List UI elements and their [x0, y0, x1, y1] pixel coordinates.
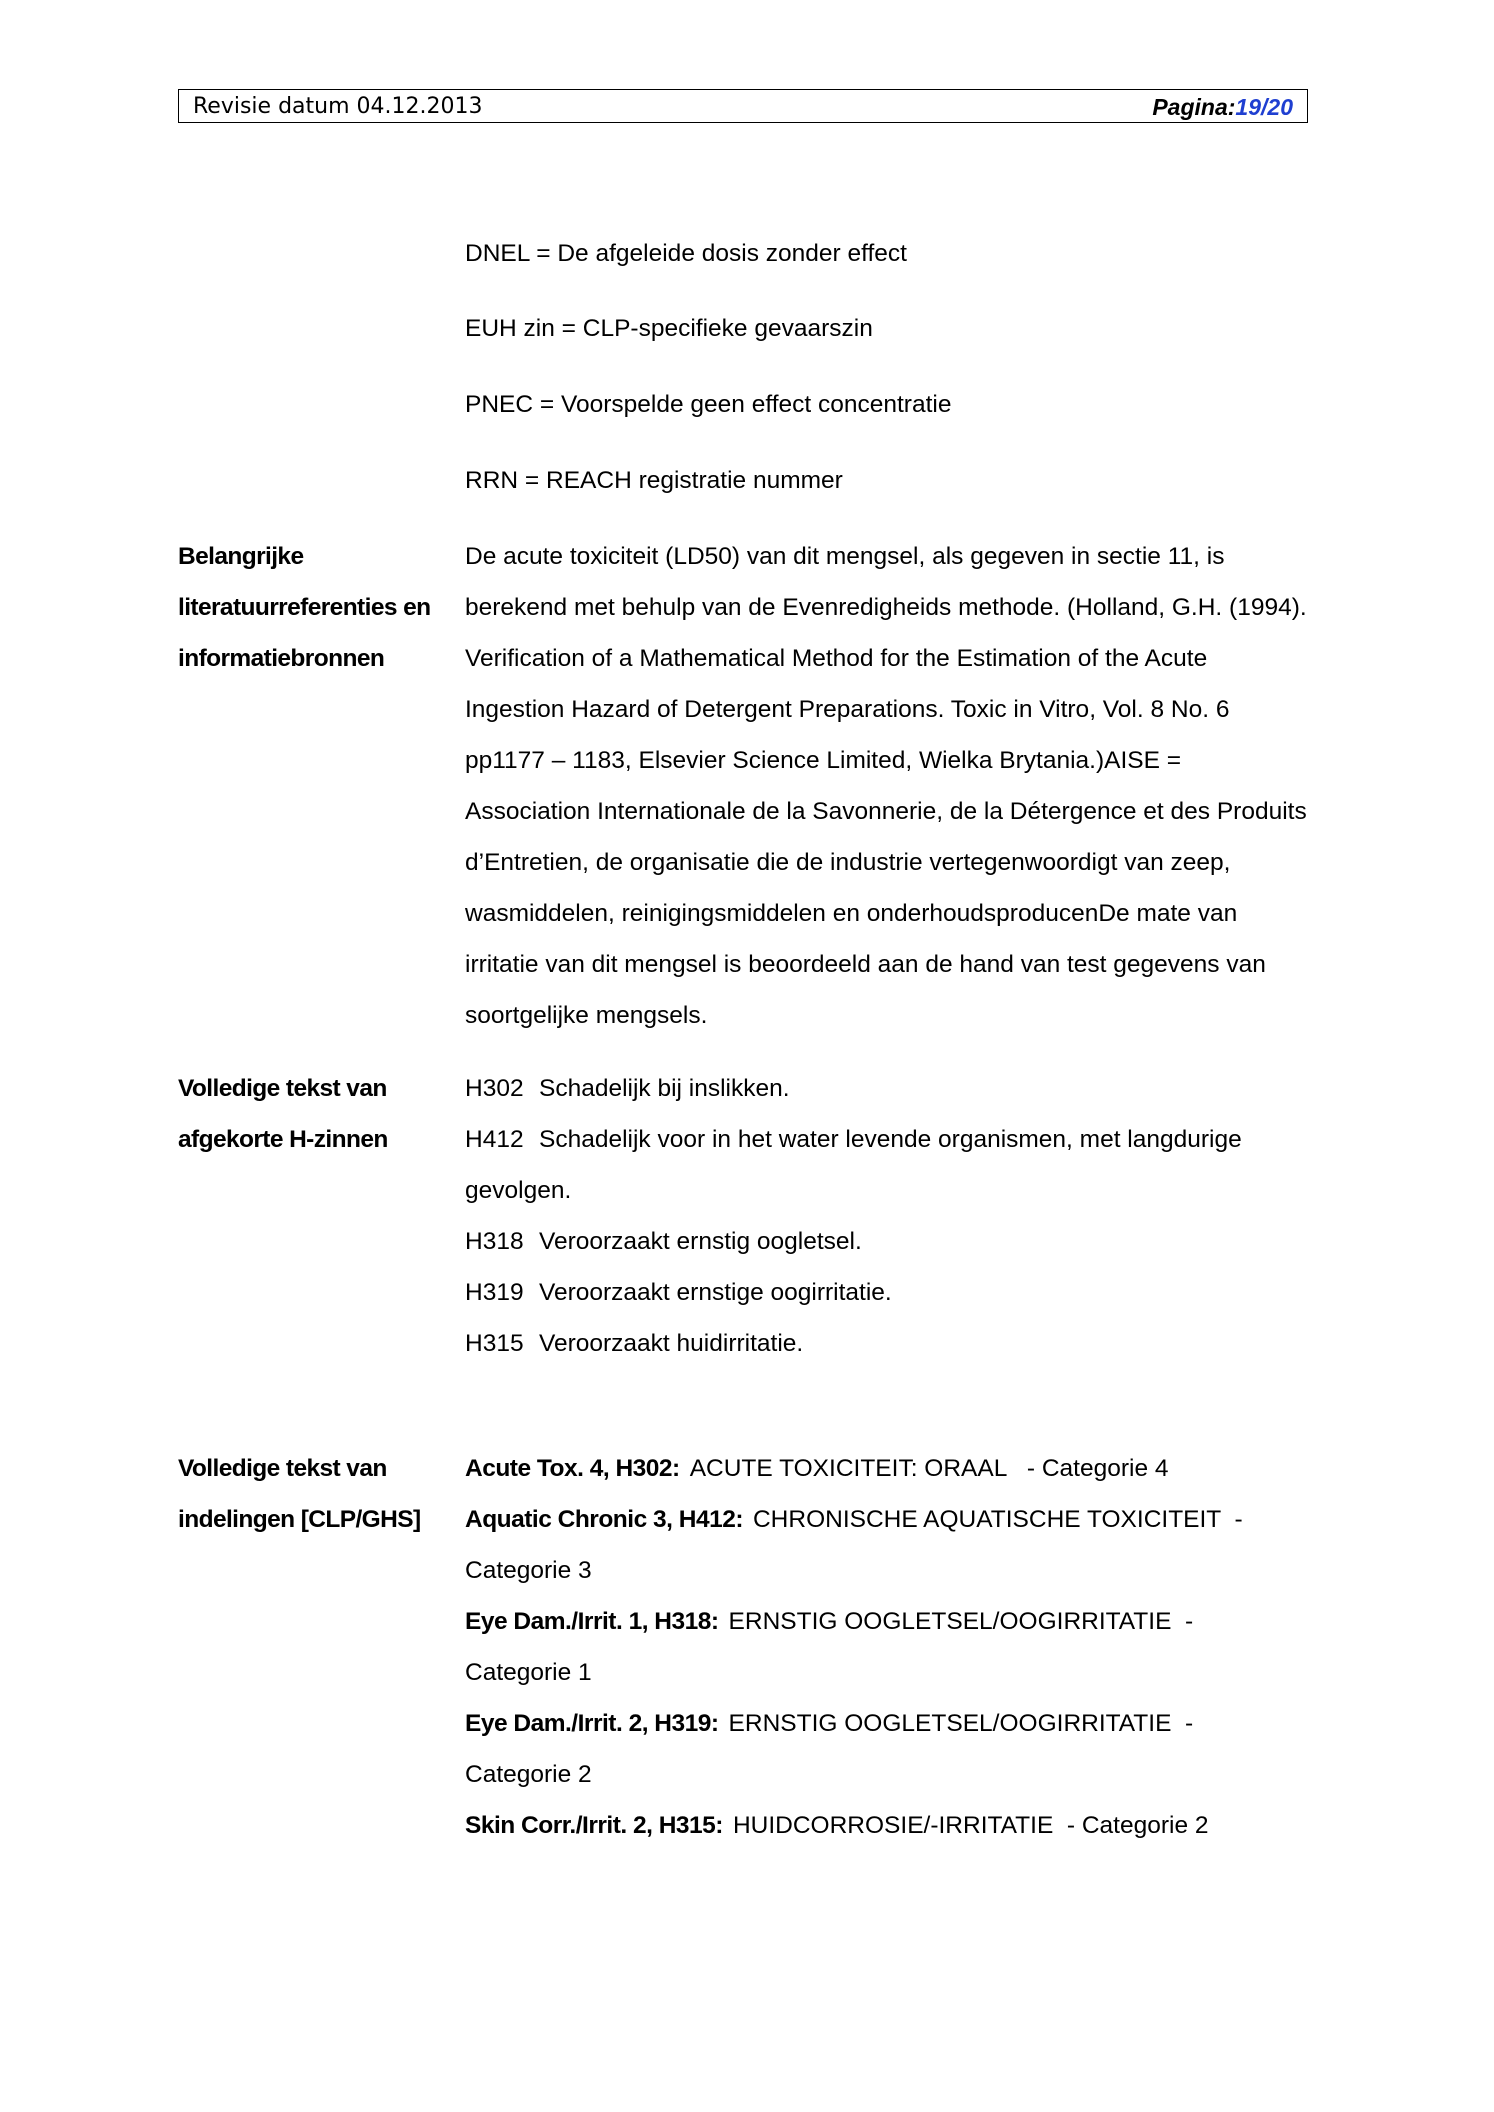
h-code: H315: [465, 1330, 524, 1357]
classification-item: [465, 1800, 1345, 1851]
page-header: [178, 89, 1308, 123]
literature-line: berekend met behulp van de Evenredigheids methode. (Holland, G.H. (1994).: [465, 594, 1307, 621]
classification-item: [465, 1596, 1345, 1647]
classification-text: CHRONISCHE AQUATISCHE TOXICITEIT -: [752, 1506, 1243, 1533]
literature-line: pp1177 – 1183, Elsevier Science Limited, Wielka Brytania.)AISE =: [465, 747, 1182, 774]
abbreviation-rrn: RRN = REACH registratie nummer: [465, 467, 843, 494]
classification-item: [465, 1494, 1345, 1545]
h-statement-item: [465, 1318, 1345, 1369]
classification-item: [465, 1443, 1345, 1494]
page-separator: /: [1261, 94, 1268, 120]
classifications-list: [465, 1443, 1345, 1851]
h-statement-continuation: gevolgen.: [465, 1177, 572, 1204]
literature-text: [465, 531, 1345, 1041]
h-statement-item: [465, 1063, 1345, 1114]
classification-continuation: Categorie 3: [465, 1557, 592, 1584]
classification-item: [465, 1698, 1345, 1749]
h-text: Schadelijk bij inslikken.: [539, 1075, 790, 1102]
page-total: 20: [1267, 94, 1293, 120]
literature-label: [178, 531, 448, 684]
classification-code: Eye Dam./Irrit. 1, H318:: [465, 1608, 719, 1635]
h-text: Schadelijk voor in het water levende organismen, met langdurige: [539, 1126, 1242, 1153]
h-statements-list: [465, 1063, 1345, 1369]
h-text: Veroorzaakt ernstige oogirritatie.: [539, 1279, 892, 1306]
classification-continuation: Categorie 1: [465, 1659, 592, 1686]
classifications-label: [178, 1443, 448, 1545]
page-current: 19: [1235, 94, 1262, 120]
abbreviation-pnec: PNEC = Voorspelde geen effect concentratie: [465, 391, 952, 418]
classification-code: Eye Dam./Irrit. 2, H319:: [465, 1710, 719, 1737]
abbreviation-dnel: DNEL = De afgeleide dosis zonder effect: [465, 240, 907, 267]
page-label: Pagina:: [1152, 94, 1236, 120]
classification-continuation: Categorie 2: [465, 1761, 592, 1788]
literature-line: Ingestion Hazard of Detergent Preparations. Toxic in Vitro, Vol. 8 No. 6: [465, 696, 1230, 723]
classification-code: Aquatic Chronic 3, H412:: [465, 1506, 743, 1533]
h-text: Veroorzaakt huidirritatie.: [539, 1330, 804, 1357]
literature-label-line: Belangrijke: [178, 543, 304, 570]
literature-line: wasmiddelen, reinigingsmiddelen en onderhoudsproducenDe mate van: [465, 900, 1238, 927]
literature-label-line: informatiebronnen: [178, 645, 385, 672]
abbreviation-euh: EUH zin = CLP-specifieke gevaarszin: [465, 315, 873, 342]
literature-line: Verification of a Mathematical Method for the Estimation of the Acute: [465, 645, 1208, 672]
h-code: H302: [465, 1075, 524, 1102]
literature-line: soortgelijke mengsels.: [465, 1002, 708, 1029]
revision-date: Revisie datum 04.12.2013: [193, 94, 483, 119]
classification-text: HUIDCORROSIE/-IRRITATIE - Categorie 2: [732, 1812, 1209, 1839]
classification-text: ERNSTIG OOGLETSEL/OOGIRRITATIE -: [728, 1710, 1194, 1737]
h-statement-item: [465, 1267, 1345, 1318]
h-code: H412: [465, 1126, 524, 1153]
literature-line: Association Internationale de la Savonnerie, de la Détergence et des Produits: [465, 798, 1307, 825]
h-code: H319: [465, 1279, 524, 1306]
page-number: [1152, 93, 1293, 121]
classifications-label-line: indelingen [CLP/GHS]: [178, 1506, 421, 1533]
h-statements-label: [178, 1063, 448, 1165]
literature-line: d’Entretien, de organisatie die de industrie vertegenwoordigt van zeep,: [465, 849, 1231, 876]
literature-label-line: literatuurreferenties en: [178, 594, 431, 621]
classification-text: ERNSTIG OOGLETSEL/OOGIRRITATIE -: [728, 1608, 1194, 1635]
classification-code: Skin Corr./Irrit. 2, H315:: [465, 1812, 723, 1839]
classification-code: Acute Tox. 4, H302:: [465, 1455, 680, 1482]
classification-text: ACUTE TOXICITEIT: ORAAL - Categorie 4: [689, 1455, 1169, 1482]
h-statement-item: [465, 1216, 1345, 1267]
literature-line: irritatie van dit mengsel is beoordeeld aan de hand van test gegevens van: [465, 951, 1266, 978]
h-statements-label-line: Volledige tekst van: [178, 1075, 387, 1102]
literature-line: De acute toxiciteit (LD50) van dit mengsel, als gegeven in sectie 11, is: [465, 543, 1225, 570]
h-code: H318: [465, 1228, 524, 1255]
h-text: Veroorzaakt ernstig oogletsel.: [539, 1228, 862, 1255]
h-statements-label-line: afgekorte H-zinnen: [178, 1126, 388, 1153]
classifications-label-line: Volledige tekst van: [178, 1455, 387, 1482]
h-statement-item: [465, 1114, 1345, 1165]
